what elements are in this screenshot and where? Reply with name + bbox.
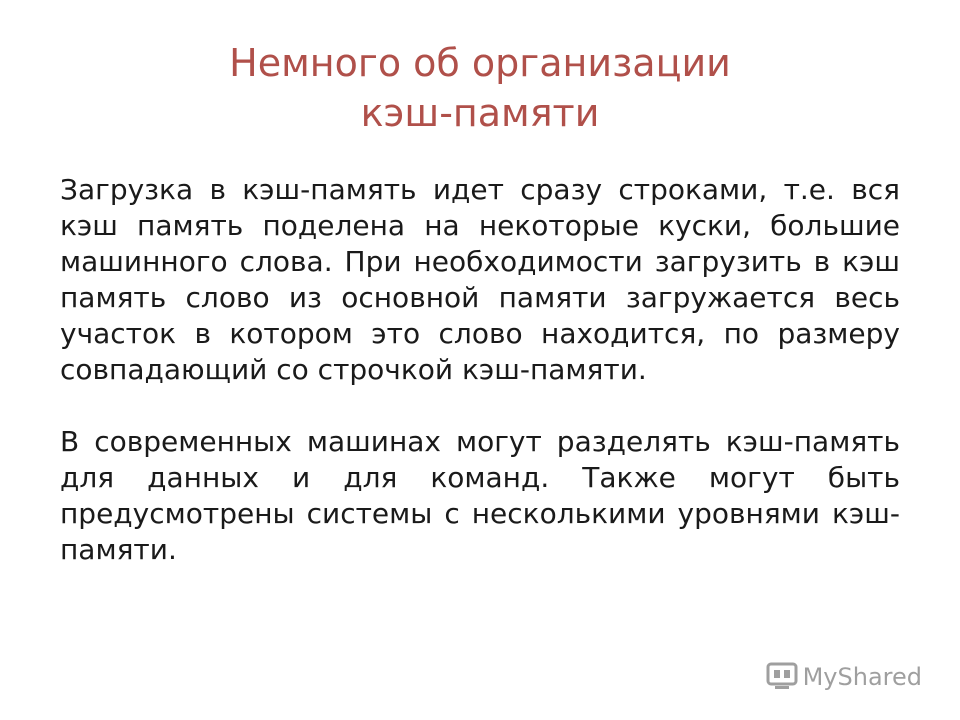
slide-title bbox=[60, 38, 900, 138]
paragraph-2: В современных машинах могут разделять кэш-память для данных и для команд. Также могут быть предусмотрены системы с несколькими уровнями кэш-памяти. bbox=[60, 425, 900, 566]
watermark bbox=[765, 662, 922, 692]
watermark-text: MyShared bbox=[802, 663, 922, 691]
title-line-2: кэш-памяти bbox=[360, 91, 600, 135]
paragraph-1: Загрузка в кэш-память идет сразу строками, т.е. вся кэш память поделена на некоторые куски, большие машинного слова. При необходимости загрузить в кэш память слово из основной памяти загружается весь участок в котором это слово находится, по размеру совпадающий со строчкой кэш-памяти. bbox=[60, 173, 900, 386]
title-line-1: Немного об организации bbox=[229, 41, 731, 85]
slide-body bbox=[60, 172, 900, 568]
myshared-logo-icon bbox=[765, 662, 799, 692]
